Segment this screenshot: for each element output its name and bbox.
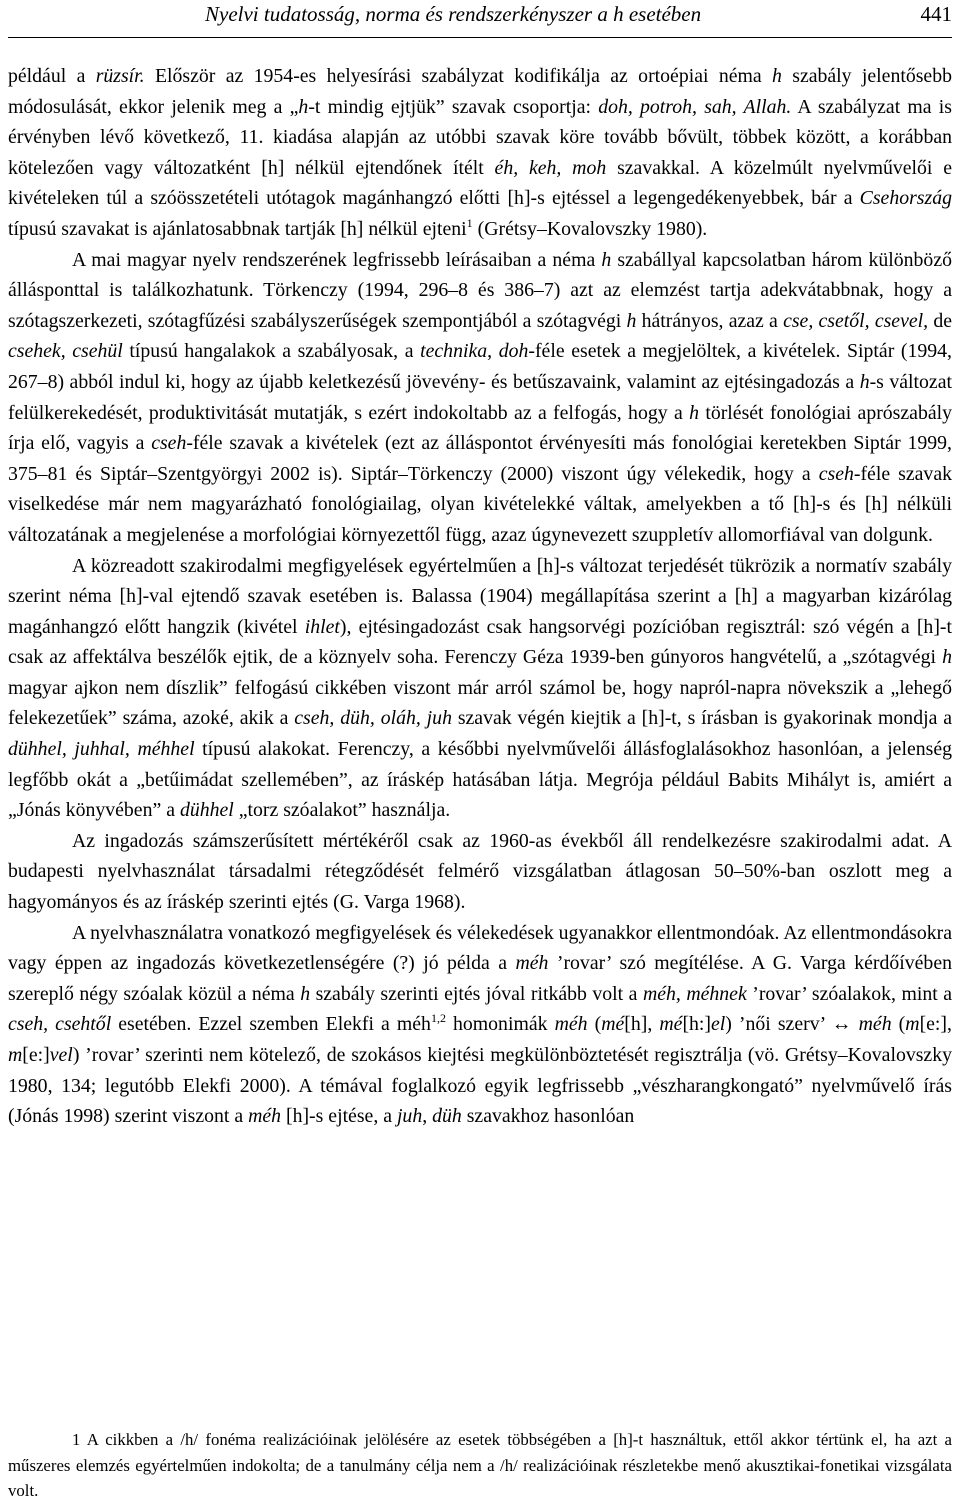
- footnote: [8, 1427, 952, 1504]
- paragraph-2: [8, 245, 952, 551]
- text-run: ’rovar’ szó megítélése. A G. Varga kérdőívében szereplő négy szóalak közül a néma: [8, 952, 952, 1005]
- paragraph-1: [8, 61, 952, 245]
- main-text: [8, 61, 952, 1132]
- text-run: -féle szavak viselkedése már nem magyarázható fonológiailag, olyan kivételekké váltak, amelyekben a tő [h]-s és [h] nélküli változatának a megjelenése a morfológiai környezettől függ, azaz úgynevezett szuppletív allomorfiával van dolgunk.: [8, 462, 952, 546]
- text-run: [h:]: [682, 1013, 711, 1036]
- italic-term: m: [905, 1013, 920, 1036]
- italic-term: dühhel, juhhal, méhhel: [8, 738, 195, 761]
- italic-term: h: [772, 65, 782, 87]
- text-run: ,: [487, 340, 499, 363]
- italic-term: méh: [515, 952, 549, 975]
- text-run: (: [587, 1013, 602, 1036]
- footnote-text: [8, 1427, 952, 1504]
- running-title: Nyelvi tudatosság, norma és rendszerkényszer a h esetében: [205, 2, 702, 26]
- text-run: típusú alakokat. Ferenczy, a későbbi nyelvművelői állásfoglalásokhoz hasonlóan, a jelenség legfőbb okát a „betűimádat szellemében”, az íráskép hatásában látja. Megrója például Babits Mihályt is, amiért a „Jónás könyvében” a: [8, 738, 952, 822]
- text-run: (: [891, 1013, 906, 1036]
- footnote-ref: 1: [466, 215, 473, 230]
- text-run: [e:],: [919, 1013, 952, 1036]
- text-run: szavakhoz hasonlóan: [461, 1105, 635, 1128]
- text-run: ,: [422, 1105, 433, 1128]
- italic-term: h: [601, 248, 612, 271]
- text-run: szabály jelentősebb módosulását, ekkor jelenik meg a „: [8, 65, 952, 118]
- text-run: ) ’rovar’ szerinti nem kötelező, de szokásos kiejtési megkülönböztetését regisztrálja (vö. Grétsy–Kovalovszky 1980, 134; legutóbb Elekfi 2000). A témával foglalkozó egyik legfrissebb „vészharangkongató” nyelvművelő írás (Jónás 1998) szerint viszont a: [8, 1044, 952, 1128]
- italic-term: cseh: [151, 432, 187, 455]
- italic-term: méh: [554, 1013, 588, 1036]
- italic-term: Csehország: [859, 187, 952, 210]
- italic-term: m: [8, 1044, 23, 1066]
- italic-term: h: [298, 95, 309, 118]
- text-run: [e:]: [22, 1044, 50, 1066]
- text-run: szabály szerinti ejtés jóval ritkább volt a: [310, 982, 643, 1005]
- text-run: (Grétsy–Kovalovszky 1980).: [472, 217, 708, 240]
- text-run: A közreadott szakirodalmi megfigyelések egyértelműen a [h]-s változat terjedését tükrözik a normatív szabály szerint néma [h]-val ejtendő szavak esetében is. Balassa (1904) megállapítása szerint a [h] a magyarban kizárólag magánhangzó előtt hangzik (kivétel: [8, 554, 952, 638]
- superscript: 1,2: [430, 1011, 446, 1026]
- text-run: hátrányos, azaz a: [636, 309, 784, 332]
- text-run: szabállyal kapcsolatban három különböző állásponttal is találkozhatunk. Törkenczy (1994, 296–8 és 386–7) azt az elemzést tartja adekvátabbnak, hogy a szótagszerkezeti, szótagfűzési szabályszerűségek szempontjából a szótagvégi: [8, 248, 952, 332]
- text-run: [h],: [624, 1013, 660, 1036]
- text-run: -s változat felülkerekedését, produktivitását mutatják, s ezért indokoltabb az a felfogás, hogy a: [8, 370, 952, 424]
- italic-term: technika: [420, 340, 488, 363]
- text-run: de: [928, 309, 952, 332]
- text-run: típusú szavakat is ajánlatosabbnak tartják [h] nélkül ejteni: [8, 217, 467, 240]
- text-run: ’rovar’ szóalakok, mint a: [746, 982, 952, 1005]
- text-run: A nyelvhasználatra vonatkozó megfigyelések és vélekedések ugyanakkor ellentmondóak. Az ellentmondásokra vagy éppen az ingadozás következetlenségére (?) jó példa a: [8, 921, 952, 975]
- text-run: „torz szóalakot” használja.: [233, 799, 451, 822]
- italic-term: doh: [498, 340, 529, 363]
- italic-term: cse, csetől, csevel,: [783, 309, 929, 332]
- italic-term: méh, méhnek: [642, 982, 747, 1005]
- paragraph-5: [8, 918, 952, 1132]
- text-run: -féle esetek a megjelöltek, a kivételek. Siptár (1994, 267–8) abból indul ki, hogy az újabb keletkezésű jövevény- és betűszavaink, valamint az ejtésingadozás a: [8, 340, 953, 393]
- italic-term: vel: [49, 1044, 73, 1066]
- italic-term: csehek, csehül: [8, 340, 123, 363]
- footnote-body: A cikkben a /h/ fonéma realizációinak jelölésére az esetek többségében a [h]-t használtuk, ettől akkor tértünk el, ha azt a műszeres elemzés egyértelműen indokolta; de a tanulmány célja nem a /h/ realizációinak részletekbe menő akusztikai-fonetikai vizsgálata volt.: [8, 1430, 952, 1500]
- text-run: szavak végén kiejtik a [h]-t, s írásban is gyakorinak mondja a: [451, 707, 953, 730]
- italic-term: h: [859, 370, 870, 393]
- italic-term: juh: [396, 1105, 423, 1128]
- italic-term: méh: [248, 1105, 282, 1128]
- text-run: homonimák: [445, 1013, 555, 1036]
- text-run: például a: [8, 65, 96, 87]
- text-run: ), ejtésingadozást csak hangsorvégi pozícióban regisztrál: szó végén a [h]-t csak az affektálva beszélők ejtik, de a köznyelv soha. Ferenczy Géza 1939-ben gúnyoros hangvételű, a „szótagvégi: [8, 615, 952, 669]
- italic-term: cseh: [818, 462, 854, 485]
- italic-term: mé: [601, 1013, 625, 1036]
- italic-term: mé: [659, 1013, 683, 1036]
- text-run: Először az 1954-es helyesírási szabályzat kodifikálja az ortoépiai néma: [144, 65, 773, 87]
- italic-term: rüzsír.: [95, 65, 145, 87]
- text-run: ) ’női szerv’ ↔: [725, 1013, 859, 1036]
- italic-term: cseh, düh, oláh, juh: [294, 707, 452, 730]
- text-run: Az ingadozás számszerűsített mértékéről csak az 1960-as évekből áll rendelkezésre szakirodalmi adat. A budapesti nyelvhasználat társadalmi rétegződését felmérő vizsgálatban átlagosan 50–50%-ban oszlott meg a hagyományos és az íráskép szerinti ejtés (G. Varga 1968).: [8, 829, 952, 914]
- italic-term: éh, keh, moh: [494, 156, 607, 179]
- text-run: típusú hangalakok a szabályosak, a: [122, 340, 421, 363]
- page-number: 441: [920, 2, 952, 26]
- italic-term: h: [689, 401, 699, 424]
- italic-term: h: [626, 309, 637, 332]
- italic-term: h: [300, 982, 311, 1005]
- text-run: szavakkal. A közelmúlt nyelvművelői e kivételeken túl a szóösszetételi utótagok magánhangzó előtti [h]-s ejtéssel a legengedékenyebbek, bár a: [8, 156, 953, 210]
- italic-term: doh, potroh, sah, Allah.: [598, 95, 792, 118]
- footnote-marker: 1: [72, 1430, 81, 1449]
- text-run: [h]-s ejtése, a: [281, 1105, 397, 1128]
- italic-term: cseh, csehtől: [8, 1013, 112, 1036]
- text-run: törlését fonológiai aprószabály írja elő, vagyis a: [8, 401, 953, 455]
- italic-term: el: [711, 1013, 726, 1036]
- paragraph-3: [8, 551, 952, 826]
- text-run: A szabályzat ma is érvényben lévő következő, 11. kiadása alapján az utóbbi szavak köre tovább bővült, többek között, a korábban kötelezően vagy változatként [h] nélkül ejtendőnek ítélt: [8, 95, 952, 179]
- paragraph-4: [8, 826, 952, 918]
- running-header: [8, 0, 952, 38]
- italic-term: h: [942, 646, 952, 669]
- text-run: -féle szavak a kivételek (ezt az álláspontot érvényesíti más fonológiai keretekben Siptár 1999, 375–81 és Siptár–Szentgyörgyi 2002 is). Siptár–Törkenczy (2000) viszont úgy vélekedik, hogy a: [8, 432, 952, 485]
- text-run: magyar ajkon nem díszlik” felfogású cikkében viszont már arról számol be, hogy napról-napra növekszik a „lehegő felekezetűek” száma, azoké, akik a: [8, 676, 952, 730]
- text-run: A mai magyar nyelv rendszerének legfrissebb leírásaiban a néma: [72, 248, 602, 271]
- italic-term: ihlet: [304, 615, 340, 638]
- italic-term: düh: [432, 1105, 462, 1128]
- text-run: -t mindig ejtjük” szavak csoportja:: [308, 95, 599, 118]
- text-run: esetében. Ezzel szemben Elekfi a méh: [111, 1013, 431, 1036]
- italic-term: méh: [858, 1013, 892, 1036]
- italic-term: dühhel: [179, 799, 234, 822]
